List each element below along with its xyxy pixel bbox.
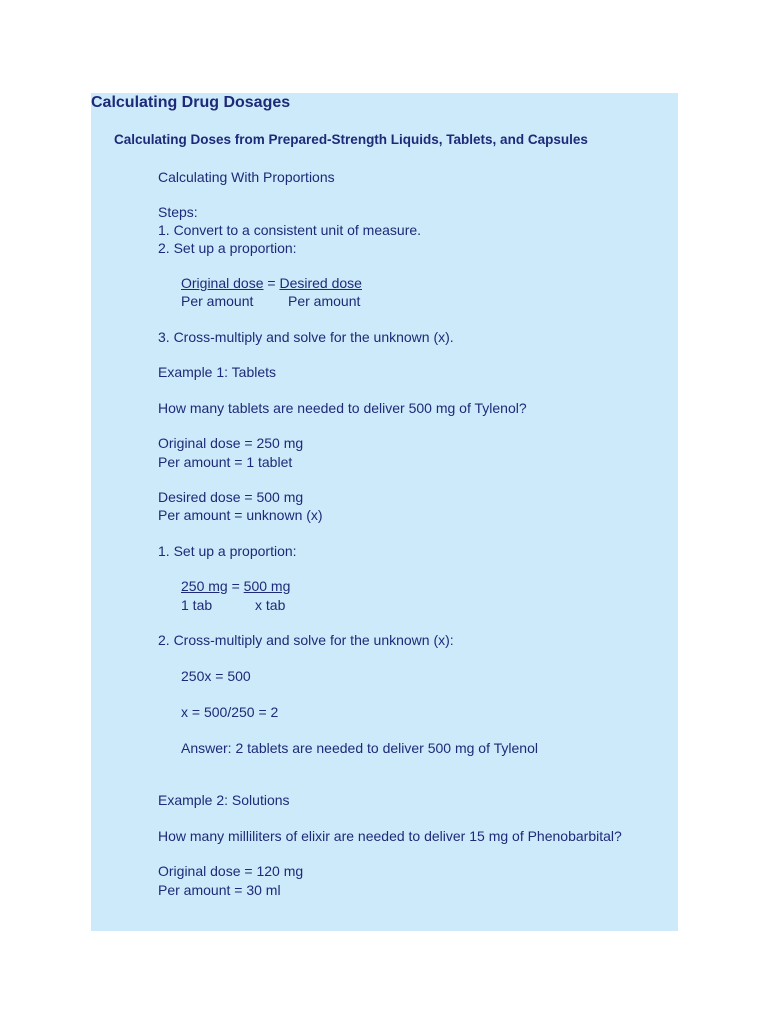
example2-original-dose: Original dose = 120 mg	[158, 863, 304, 879]
example1-step-2: 2. Cross-multiply and solve for the unknown (x):	[158, 632, 454, 648]
step-1: 1. Convert to a consistent unit of measure.	[158, 222, 422, 238]
example2-heading: Example 2: Solutions	[158, 792, 290, 808]
example1-prop-right-bottom: x tab	[255, 597, 286, 613]
example1-prop-right-top: 500 mg	[243, 578, 291, 594]
example1-calc-1: 250x = 500	[181, 668, 251, 684]
page-subtitle: Calculating Doses from Prepared-Strength Liquids, Tablets, and Capsules	[114, 132, 588, 147]
section-title: Calculating With Proportions	[158, 169, 335, 185]
proportion-original-dose: Original dose	[181, 275, 264, 291]
page-title: Calculating Drug Dosages	[91, 94, 291, 111]
example2-original-amount: Per amount = 30 ml	[158, 882, 281, 898]
proportion-left-denominator: Per amount	[181, 293, 254, 309]
example1-prop-left-top: 250 mg	[181, 578, 228, 594]
example1-question: How many tablets are needed to deliver 500 mg of Tylenol?	[158, 400, 527, 416]
example1-calc-2: x = 500/250 = 2	[181, 704, 279, 720]
example1-original-amount: Per amount = 1 tablet	[158, 454, 293, 470]
proportion-formula	[181, 274, 362, 292]
example1-heading: Example 1: Tablets	[158, 364, 277, 380]
proportion-right-denominator: Per amount	[288, 293, 361, 309]
proportion-equals: =	[267, 275, 276, 291]
steps-label: Steps:	[158, 204, 198, 220]
example1-prop-equals: =	[231, 578, 240, 594]
example1-step-1: 1. Set up a proportion:	[158, 543, 297, 559]
step-3: 3. Cross-multiply and solve for the unknown (x).	[158, 329, 454, 345]
example1-desired-amount: Per amount = unknown (x)	[158, 507, 323, 523]
example1-answer: Answer: 2 tablets are needed to deliver 500 mg of Tylenol	[181, 740, 538, 756]
proportion-desired-dose: Desired dose	[279, 275, 362, 291]
example1-original-dose: Original dose = 250 mg	[158, 435, 304, 451]
example1-prop-left-bottom: 1 tab	[181, 597, 213, 613]
example2-question: How many milliliters of elixir are needed to deliver 15 mg of Phenobarbital?	[158, 828, 622, 844]
step-2: 2. Set up a proportion:	[158, 240, 297, 256]
example1-desired-dose: Desired dose = 500 mg	[158, 489, 304, 505]
example1-proportion	[181, 577, 290, 595]
